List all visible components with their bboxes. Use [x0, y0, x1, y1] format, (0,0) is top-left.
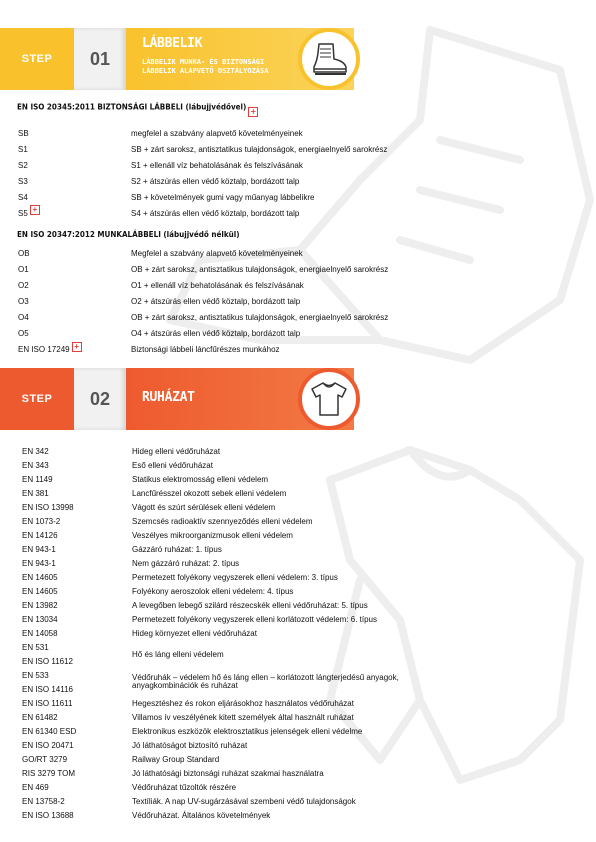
safety-footwear-heading: EN ISO 20345:2011 BIZTONSÁGI LÁBBELI (lábujjvédővel) +: [17, 102, 257, 116]
step-number: 02: [74, 368, 126, 430]
step-2-banner: [0, 368, 596, 430]
step-title: RUHÁZAT: [142, 390, 195, 405]
tshirt-icon: [298, 368, 360, 430]
step-label: STEP: [0, 368, 74, 430]
boot-icon: [298, 28, 360, 90]
work-footwear-heading: EN ISO 20347:2012 MUNKALÁBBELI (lábujjvédő nélkül): [17, 230, 240, 239]
step-label: STEP: [0, 28, 74, 90]
plus-icon: +: [30, 205, 40, 215]
plus-icon: +: [250, 107, 257, 116]
step-1-banner: [0, 28, 596, 90]
step-number: 01: [74, 28, 126, 90]
step-title: LÁBBELIK: [142, 36, 203, 51]
plus-icon: +: [72, 342, 82, 352]
step-subtitle: LÁBBELIK MUNKA- ÉS BIZTONSÁGI LÁBBELIK ALAPVETŐ OSZTÁLYOZÁSA: [142, 58, 269, 75]
